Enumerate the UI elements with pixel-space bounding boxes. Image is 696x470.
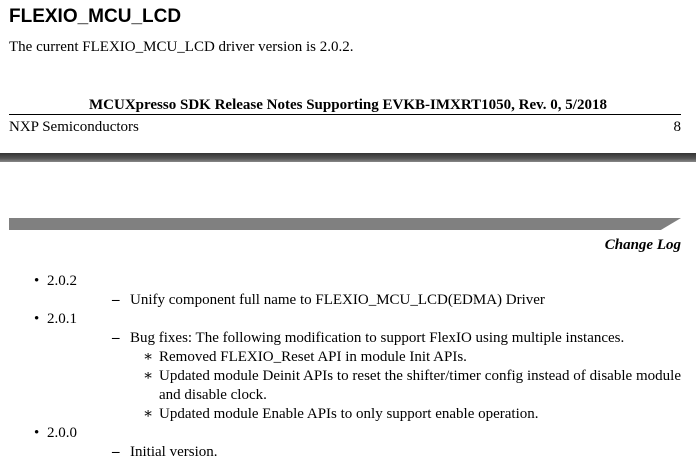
version-entry — [0, 310, 696, 424]
bullet-icon: • — [34, 311, 40, 327]
change-text: Unify component full name to FLEXIO_MCU_LCD(EDMA) Driver — [130, 292, 545, 308]
change-subitems — [47, 348, 696, 424]
footer-title: MCUXpresso SDK Release Notes Supporting EVKB-IMXRT1050, Rev. 0, 5/2018 — [89, 97, 607, 113]
change-subitem — [47, 367, 696, 405]
footer-company: NXP Semiconductors — [9, 119, 139, 135]
header-bar — [9, 218, 681, 230]
version-entry — [0, 272, 696, 310]
version-number: 2.0.2 — [47, 273, 77, 289]
change-item — [47, 291, 696, 310]
version-number: 2.0.1 — [47, 311, 77, 327]
section-heading: FLEXIO_MCU_LCD — [9, 6, 182, 27]
change-log-list — [0, 272, 696, 462]
page-break-bar — [0, 153, 696, 162]
page-number: 8 — [673, 119, 681, 135]
version-entry — [0, 424, 696, 462]
bullet-icon: • — [34, 425, 40, 441]
asterisk-icon: ∗ — [143, 368, 154, 384]
change-items — [47, 291, 696, 310]
change-subitem — [47, 348, 696, 367]
change-subitem — [47, 405, 696, 424]
dash-icon: – — [112, 292, 120, 308]
change-items — [47, 443, 696, 462]
footer-rule — [9, 114, 681, 115]
subitem-text: Updated module Deinit APIs to reset the shifter/timer config instead of disable module and disable clock. — [159, 368, 681, 403]
driver-version-paragraph: The current FLEXIO_MCU_LCD driver version is 2.0.2. — [9, 39, 354, 55]
version-number: 2.0.0 — [47, 425, 77, 441]
dash-icon: – — [112, 330, 120, 346]
asterisk-icon: ∗ — [143, 406, 154, 422]
change-items — [47, 329, 696, 348]
change-text: Bug fixes: The following modification to support FlexIO using multiple instances. — [130, 330, 625, 346]
bullet-icon: • — [34, 273, 40, 289]
change-item — [47, 443, 696, 462]
change-text: Initial version. — [130, 444, 218, 460]
change-log-title: Change Log — [604, 237, 681, 253]
subitem-text: Removed FLEXIO_Reset API in module Init APIs. — [159, 349, 467, 365]
asterisk-icon: ∗ — [143, 349, 154, 365]
change-item — [47, 329, 696, 348]
subitem-text: Updated module Enable APIs to only support enable operation. — [159, 406, 539, 422]
dash-icon: – — [112, 444, 120, 460]
